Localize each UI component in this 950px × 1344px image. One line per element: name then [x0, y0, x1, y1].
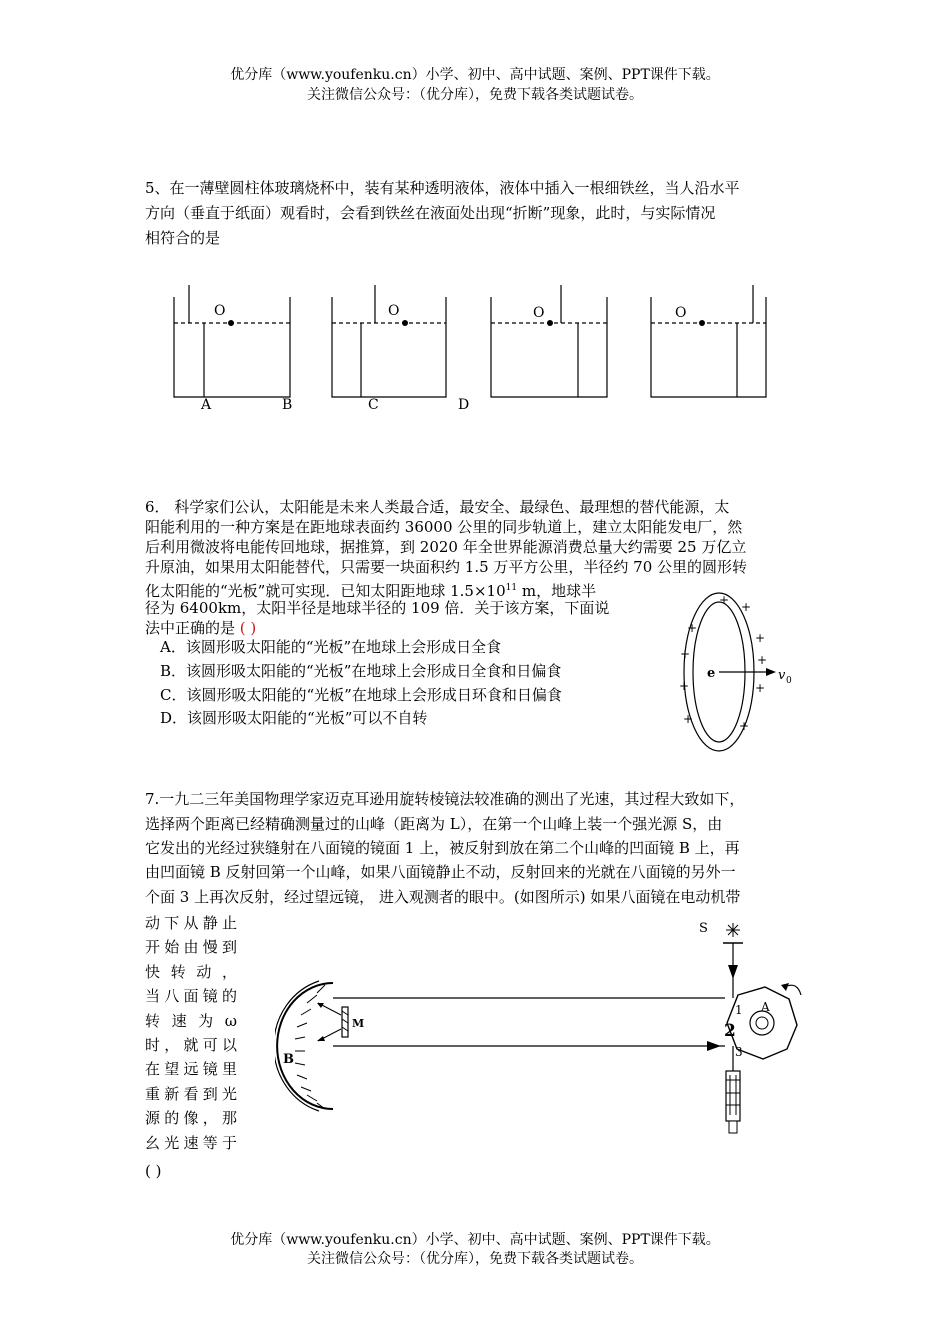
q6-line-7-text: 法中正确的是: [145, 619, 236, 637]
q7-narrow-line-5: 转 速 为 ω: [145, 1011, 237, 1030]
q7-michelson-figure: [275, 915, 805, 1140]
q7-label-s: S: [699, 921, 708, 936]
q5-line-2: 方向（垂直于纸面）观看时，会看到铁丝在液面处出现“折断”现象，此时，与实际情况: [145, 204, 716, 222]
q6-line-4: 升原油，如果用太阳能替代，只需要一块面积约 1.5 万平方公里，半径约 70 公里的圆形转: [145, 558, 748, 576]
q6-line-7: [145, 618, 256, 638]
q7-narrow-line-6: 时，就可以: [145, 1036, 237, 1055]
q7-narrow-line-10: 幺光速等于: [145, 1133, 237, 1152]
q7-narrow-line-9: 源的像，那: [145, 1109, 237, 1128]
q6-plus-4: +: [755, 631, 766, 645]
q6-line-3: 后利用微波将电能传回地球，据推算，到 2020 年全世界能源消费总量大约需要 25 万亿立: [145, 538, 747, 556]
q6-plus-3: +: [687, 621, 698, 635]
header-line-2: 关注微信公众号：（优分库），免费下载各类试题试卷。: [307, 87, 643, 103]
q6-option-d: D．该圆形吸太阳能的“光板”可以不自转: [160, 709, 428, 727]
q6-velocity-sub: 0: [786, 676, 792, 686]
q7-line-3: 它发出的光经过狭缝射在八面镜的镜面 1 上，被反射到放在第二个山峰的凹面镜 B 上，再: [145, 839, 740, 857]
q5-beaker-figure: [160, 285, 620, 415]
q7-label-b: B: [283, 1052, 294, 1067]
q7-narrow-column: [145, 911, 237, 1155]
q6-plus-8: +: [755, 681, 766, 695]
q5-point-o-c: O: [533, 305, 545, 321]
q5-beaker-d: [648, 285, 773, 400]
q6-plus-9: +: [683, 712, 694, 726]
q5-point-o-d: O: [675, 305, 687, 321]
q7-label-a: A: [761, 1000, 770, 1014]
q5-option-c: C: [368, 397, 379, 413]
q6-answer-bracket: ( ): [239, 619, 257, 637]
q5-point-o-b: O: [388, 303, 400, 319]
q7-label-3: 3: [735, 1045, 743, 1059]
q6-option-b: B．该圆形吸太阳能的“光板”在地球上会形成日全食和日偏食: [160, 662, 562, 680]
q6-plus-5: +: [680, 647, 691, 661]
q7-narrow-line-2: 开始由慢到: [145, 938, 237, 957]
footer-line-2: 关注微信公众号：（优分库），免费下载各类试题试卷。: [307, 1251, 643, 1267]
q6-option-c: C．该圆形吸太阳能的“光板”在地球上会形成日环食和日偏食: [160, 686, 562, 704]
q6-plus-7: +: [679, 679, 690, 693]
q6-plus-10: +: [739, 719, 750, 733]
q5-line-1: 5、在一薄壁圆柱体玻璃烧杯中，装有某种透明液体，液体中插入一根细铁丝，当人沿水平: [145, 179, 740, 197]
q7-label-m: M: [352, 1017, 365, 1030]
q5-line-3: 相符合的是: [145, 229, 221, 247]
q6-line-2: 阳能利用的一种方案是在距地球表面约 36000 公里的同步轨道上，建立太阳能发电厂，然: [145, 518, 743, 536]
q6-line-1: 6． 科学家们公认，太阳能是未来人类最合适，最安全、最绿色、最理想的替代能源，太: [145, 498, 730, 516]
footer-line-1: 优分库（www.youfenku.cn）小学、初中、高中试题、案例、PPT课件下载。: [230, 1232, 720, 1248]
q6-line-6: 径为 6400km，太阳半径是地球半径的 109 倍．关于该方案，下面说: [145, 599, 610, 617]
q6-charge-label: e: [707, 666, 716, 681]
q7-narrow-line-4: 当八面镜的: [145, 987, 237, 1006]
q6-line-5-text: 化太阳能的“光板”就可实现．已知太阳距地球 1.5×10: [145, 582, 506, 600]
q7-narrow-line-7: 在望远镜里: [145, 1060, 237, 1079]
q5-option-a: A: [201, 397, 212, 413]
q6-plus-1: +: [719, 593, 730, 607]
q6-plus-2: +: [741, 600, 752, 614]
q7-label-1: 1: [735, 1003, 743, 1017]
q6-option-a: A．该圆形吸太阳能的“光板”在地球上会形成日全食: [160, 638, 502, 656]
header-line-1: 优分库（www.youfenku.cn）小学、初中、高中试题、案例、PPT课件下载。: [230, 67, 720, 83]
q7-line-1: 7.一九二三年美国物理学家迈克耳逊用旋转棱镜法较准确的测出了光速，其过程大致如下，: [145, 790, 745, 808]
q6-exponent: 11: [505, 583, 518, 593]
q7-line-4: 由凹面镜 B 反射回第一个山峰，如果八面镜静止不动，反射回来的光就在八面镜的另外一: [145, 863, 736, 881]
q5-option-d: D: [458, 397, 470, 413]
q6-line-5-tail: m，地球半: [517, 582, 597, 600]
q5-point-o-a: O: [214, 303, 226, 319]
q6-ring-figure: [675, 590, 805, 755]
q7-line-2: 选择两个距离已经精确测量过的山峰（距离为 L），在第一个山峰上装一个强光源 S，由: [145, 815, 723, 833]
q7-answer-bracket: ( ): [145, 1162, 162, 1180]
q7-narrow-line-8: 重新看到光: [145, 1084, 237, 1103]
q7-label-2: 2: [724, 1021, 736, 1041]
q7-narrow-line-3: 快 转 动 ，: [145, 962, 237, 981]
q6-plus-6: +: [757, 653, 768, 667]
q5-option-b: B: [282, 397, 293, 413]
q7-line-5: 个面 3 上再次反射，经过望远镜， 进入观测者的眼中。(如图所示) 如果八面镜在电动机带: [145, 888, 741, 906]
q6-velocity-label: v: [778, 668, 786, 683]
q7-narrow-line-1: 动下从静止: [145, 914, 237, 932]
